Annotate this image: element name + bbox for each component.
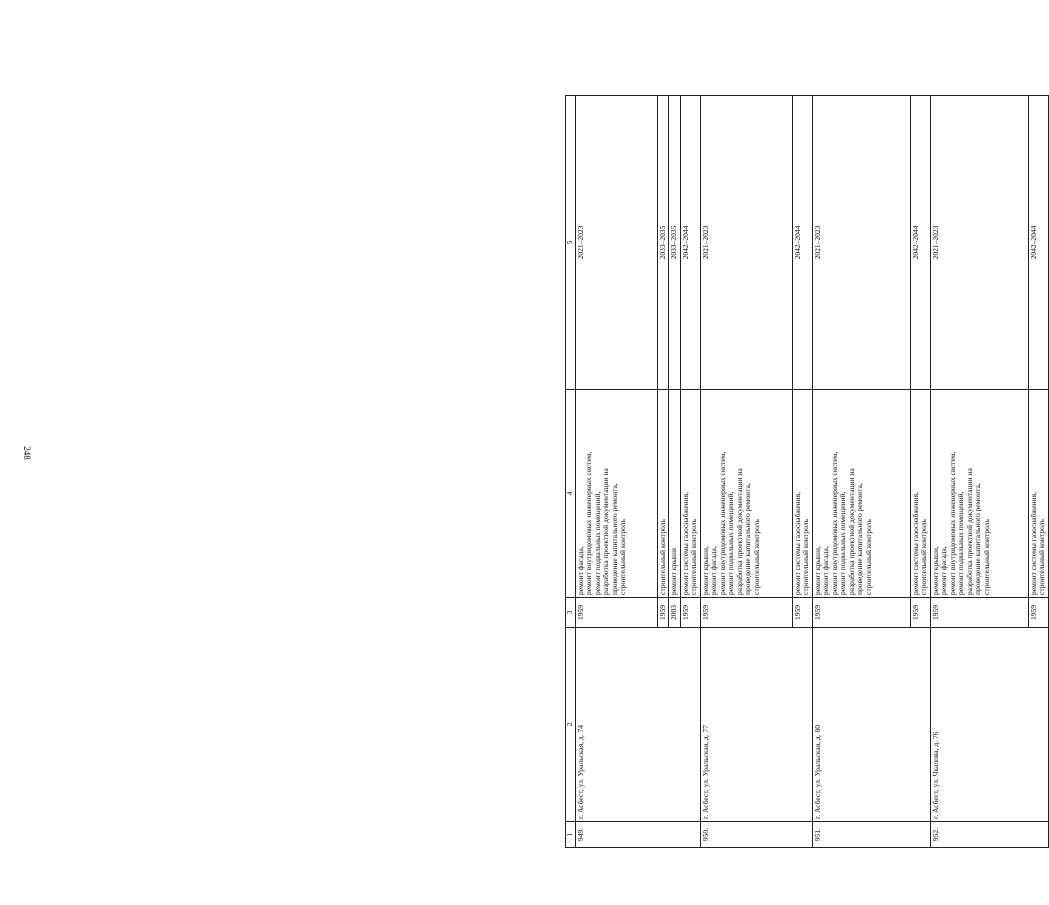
- work-item: разработка проектной документации на: [734, 468, 744, 595]
- work-item: проведение капитального ремонта,: [743, 483, 753, 595]
- work-item: ремонт системы газоснабжения,: [792, 491, 802, 595]
- work-item: ремонт крыши,: [700, 546, 710, 595]
- table-row: [930, 96, 1028, 848]
- work-item: ремонт фасада,: [576, 546, 585, 595]
- works-cell: [576, 390, 658, 598]
- work-item: проведение капитального ремонта,: [855, 483, 865, 595]
- repair-schedule-table: [565, 95, 1049, 848]
- row-number-cell: 949.: [576, 822, 701, 848]
- works-cell: [1028, 390, 1048, 598]
- year-cell: 1959: [812, 598, 910, 628]
- work-item: ремонт фасада,: [709, 546, 719, 595]
- page-number: 248: [22, 446, 32, 460]
- table-row: [812, 96, 910, 848]
- year-cell: 1959: [930, 598, 1028, 628]
- header-cell-1: 1: [566, 822, 576, 848]
- work-item: строительный контроль: [689, 519, 699, 595]
- row-number-cell: 950.: [700, 822, 812, 848]
- header-cell-2: 2: [566, 628, 576, 822]
- period-cell: 2042–2044: [792, 96, 812, 390]
- table-header-row: [566, 96, 576, 848]
- year-cell: 2003: [669, 598, 680, 628]
- address-cell: г. Асбест, ул. Уральская, д. 74: [576, 628, 701, 822]
- header-cell-4: 4: [566, 390, 576, 598]
- period-cell: 2021–2023: [812, 96, 910, 390]
- period-cell: 2042–2044: [680, 96, 700, 390]
- work-item: строительный контроль: [801, 519, 811, 595]
- work-item: строительный контроль: [658, 519, 667, 595]
- work-item: строительный контроль: [981, 519, 991, 595]
- period-cell: 2021–2023: [700, 96, 792, 390]
- work-item: разработка проектной документации на: [601, 468, 611, 595]
- works-cell: [910, 390, 930, 598]
- work-item: ремонт системы газоснабжения,: [910, 491, 920, 595]
- work-item: строительный контроль: [751, 519, 761, 595]
- header-cell-5: 5: [566, 96, 576, 390]
- table-row: [576, 96, 658, 848]
- work-item: строительный контроль: [618, 519, 628, 595]
- year-cell: 1959: [792, 598, 812, 628]
- work-item: ремонт внутридомовых инженерных систем,: [829, 451, 839, 595]
- works-cell: [658, 390, 669, 598]
- work-item: ремонт подвальных помещений,: [726, 491, 736, 595]
- work-item: ремонт фасада,: [939, 546, 949, 595]
- period-cell: 2021–2023: [576, 96, 658, 390]
- address-cell: г. Асбест, ул. Уральская, д. 77: [700, 628, 812, 822]
- address-cell: г. Асбест, ул. Чкалова, д. 76: [930, 628, 1048, 822]
- period-cell: 2033–2035: [658, 96, 669, 390]
- period-cell: 2042–2044: [1028, 96, 1048, 390]
- work-item: ремонт системы газоснабжения,: [680, 491, 690, 595]
- work-item: строительный контроль: [863, 519, 873, 595]
- work-item: ремонт подвальных помещений,: [838, 491, 848, 595]
- work-item: ремонт крыши: [669, 548, 679, 595]
- work-item: строительный контроль: [919, 519, 929, 595]
- work-item: ремонт подвальных помещений,: [592, 491, 602, 595]
- period-cell: 2033–2035: [669, 96, 680, 390]
- works-cell: [792, 390, 812, 598]
- year-cell: 1959: [1028, 598, 1048, 628]
- works-cell: [930, 390, 1028, 598]
- work-item: ремонт внутридомовых инженерных систем,: [584, 451, 594, 595]
- year-cell: 1959: [700, 598, 792, 628]
- table-row: [700, 96, 792, 848]
- works-cell: [669, 390, 680, 598]
- work-item: проведение капитального ремонта,: [973, 483, 983, 595]
- work-item: ремонт системы газоснабжения,: [1028, 491, 1038, 595]
- work-item: ремонт крыши,: [930, 546, 940, 595]
- work-item: проведение капитального ремонта,: [609, 483, 619, 595]
- work-item: ремонт подвальных помещений,: [956, 491, 966, 595]
- period-cell: 2021–2023: [930, 96, 1028, 390]
- work-item: ремонт внутридомовых инженерных систем,: [717, 451, 727, 595]
- work-item: ремонт крыши,: [812, 546, 822, 595]
- works-cell: [812, 390, 910, 598]
- work-item: разработка проектной документации на: [846, 468, 856, 595]
- table-body: [566, 96, 1049, 848]
- works-cell: [680, 390, 700, 598]
- year-cell: 1959: [658, 598, 669, 628]
- work-item: ремонт фасада,: [821, 546, 831, 595]
- address-cell: г. Асбест, ул. Уральская, д. 80: [812, 628, 930, 822]
- work-item: разработка проектной документации на: [964, 468, 974, 595]
- header-cell-3: 3: [566, 598, 576, 628]
- row-number-cell: 952.: [930, 822, 1048, 848]
- period-cell: 2042–2044: [910, 96, 930, 390]
- year-cell: 1959: [910, 598, 930, 628]
- work-item: ремонт внутридомовых инженерных систем,: [947, 451, 957, 595]
- works-cell: [700, 390, 792, 598]
- row-number-cell: 951.: [812, 822, 930, 848]
- rotated-page: [565, 96, 1047, 848]
- year-cell: 1959: [576, 598, 658, 628]
- year-cell: 1959: [680, 598, 700, 628]
- work-item: строительный контроль: [1037, 519, 1047, 595]
